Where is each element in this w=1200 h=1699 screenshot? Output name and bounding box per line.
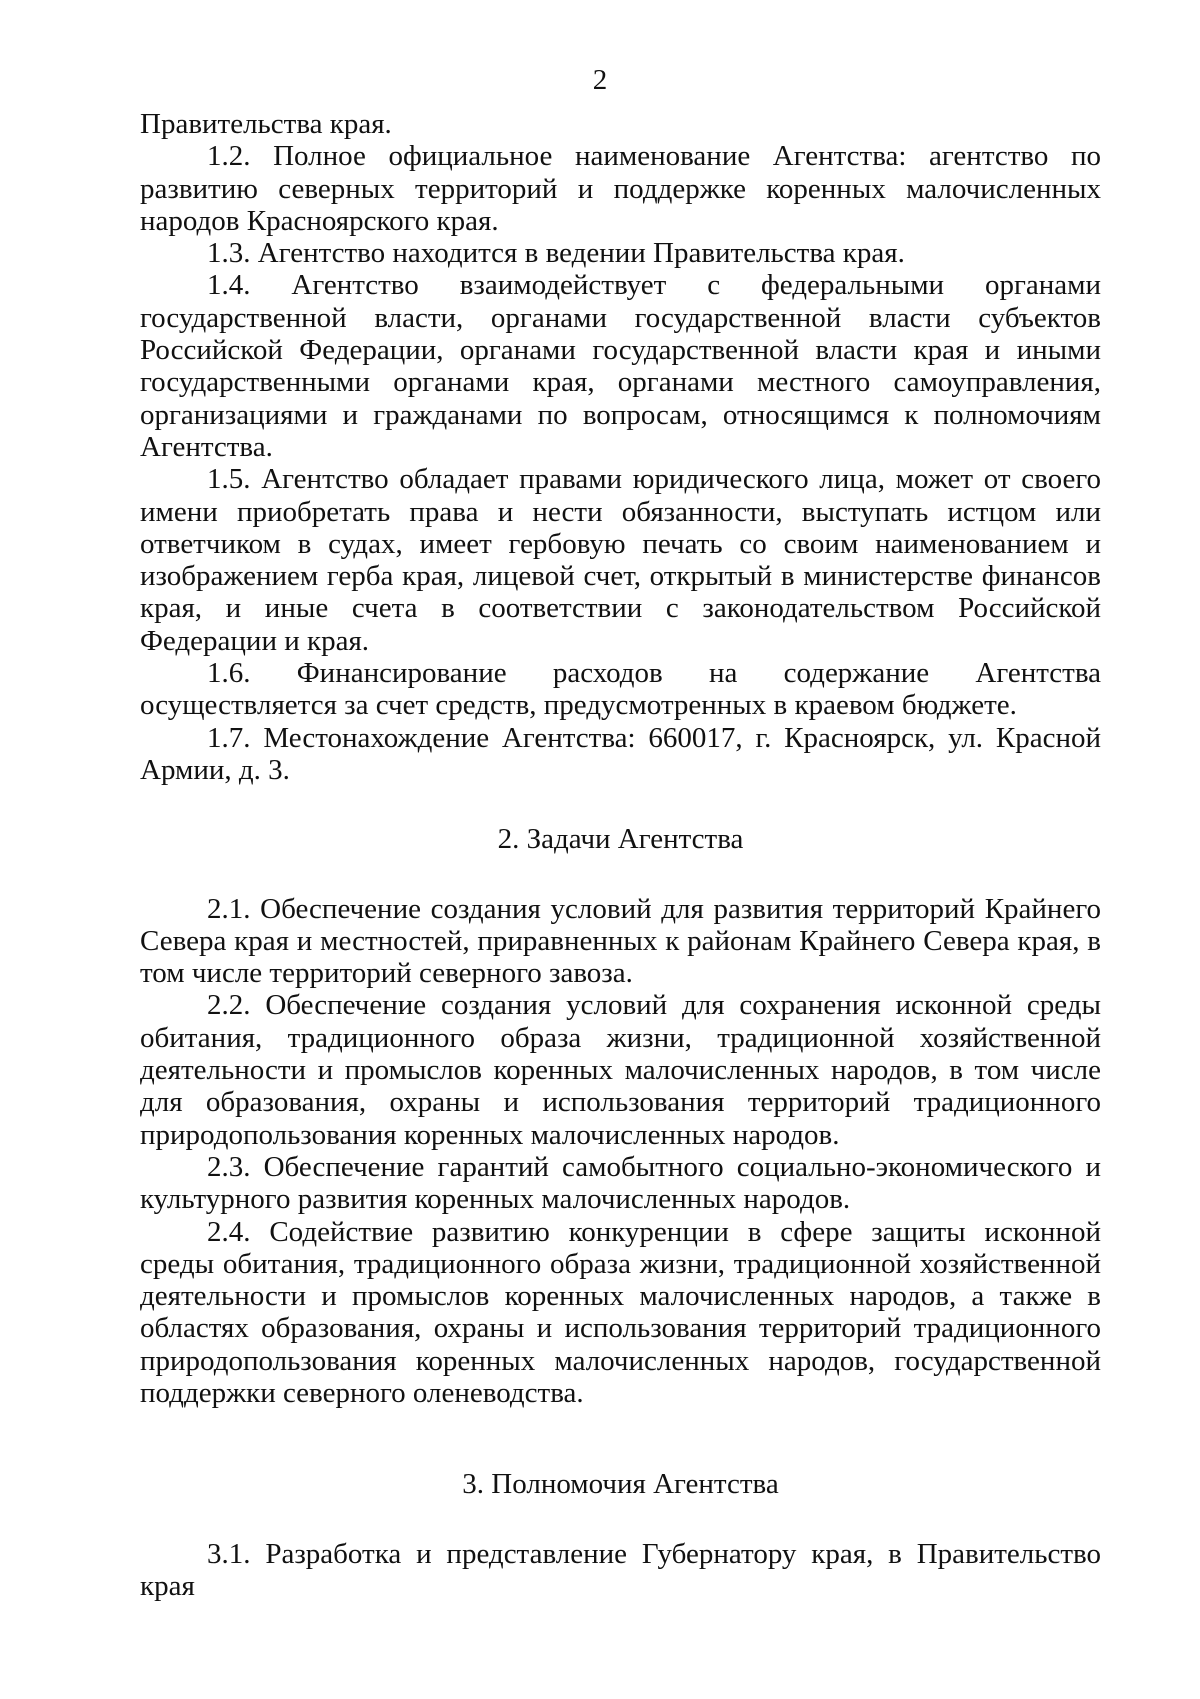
paragraph-1-5: 1.5. Агентство обладает правами юридического лица, может от своего имени приобретать права и нести обязанности, выступать истцом или ответчиком в судах, имеет гербовую печать со своим наименованием и изображением герба края, лицевой счет, открытый в министерстве финансов края, и иные счета в соответствии с законодательством Российской Федерации и края. <box>140 463 1101 657</box>
paragraph-2-4: 2.4. Содействие развитию конкуренции в сфере защиты исконной среды обитания, традиционного образа жизни, традиционной хозяйственной деятельности и промыслов коренных малочисленных народов, а также в областях образования, охраны и использования территорий традиционного природопользования коренных малочисленных народов, государственной поддержки северного оленеводства. <box>140 1215 1101 1409</box>
paragraph-1-2: 1.2. Полное официальное наименование Агентства: агентство по развитию северных территорий и поддержке коренных малочисленных народов Красноярского края. <box>140 140 1101 237</box>
paragraph-1-6: 1.6. Финансирование расходов на содержание Агентства осуществляется за счет средств, предусмотренных в краевом бюджете. <box>140 657 1101 722</box>
document-body <box>140 108 1101 1602</box>
paragraph-continuation: Правительства края. <box>140 108 392 140</box>
paragraph-2-3: 2.3. Обеспечение гарантий самобытного социально-экономического и культурного развития коренных малочисленных народов. <box>140 1150 1101 1216</box>
paragraph-1-4: 1.4. Агентство взаимодействует с федеральными органами государственной власти, органами государственной власти субъектов Российской Федерации, органами государственной власти края и иными государственными органами края, органами местного самоуправления, организациями и гражданами по вопросам, относящимся к полномочиям Агентства. <box>140 269 1101 463</box>
paragraph-3-1: 3.1. Разработка и представление Губернатору края, в Правительство края <box>140 1537 1101 1602</box>
section-3-title: 3. Полномочия Агентства <box>462 1468 779 1501</box>
section-2-title: 2. Задачи Агентства <box>497 823 744 856</box>
paragraph-1-3: 1.3. Агентство находится в ведении Правительства края. <box>207 237 905 270</box>
paragraph-1-7: 1.7. Местонахождение Агентства: 660017, г. Красноярск, ул. Красной Армии, д. 3. <box>140 721 1101 786</box>
paragraph-2-2: 2.2. Обеспечение создания условий для сохранения исконной среды обитания, традиционного образа жизни, традиционной хозяйственной деятельности и промыслов коренных малочисленных народов, в том числе для образования, охраны и использования территорий традиционного природопользования коренных малочисленных народов. <box>140 989 1101 1151</box>
page-number: 2 <box>592 64 608 96</box>
paragraph-2-1: 2.1. Обеспечение создания условий для развития территорий Крайнего Севера края и местностей, приравненных к районам Крайнего Севера края, в том числе территорий северного завоза. <box>140 892 1101 990</box>
